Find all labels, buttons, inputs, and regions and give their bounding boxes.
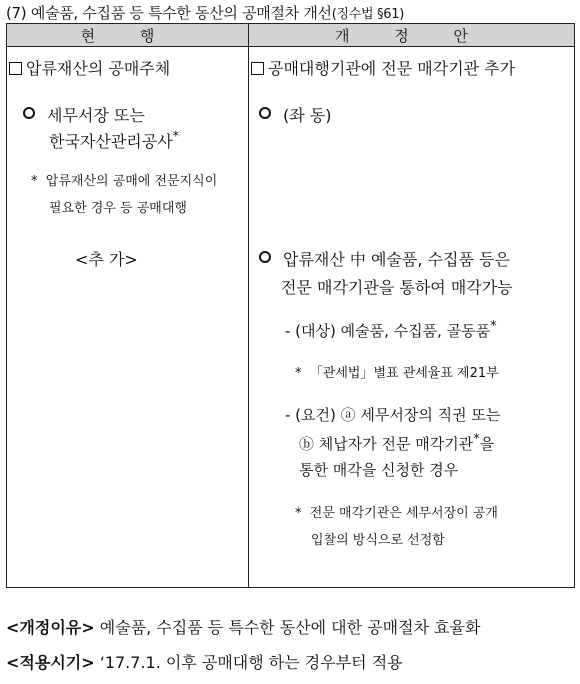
revised-target-note: * 「관세법」별표 관세율표 제21부 <box>295 366 499 381</box>
current-heading: 압류재산의 공매주체 <box>9 56 170 79</box>
revised-item-2: 압류재산 中 예술품, 수집품 등은 <box>259 247 510 270</box>
revised-item-2-cont: 전문 매각기관을 통하여 매각가능 <box>281 278 513 297</box>
current-column <box>7 47 249 588</box>
revised-requirement-cont-2: 통한 매각을 신청한 경우 <box>299 461 459 479</box>
revised-requirement-cont: ⓑ 체납자가 전문 매각기관*을 <box>299 432 495 453</box>
effective-line <box>6 650 403 673</box>
revised-requirement-note-cont: 입찰의 방식으로 선정함 <box>311 533 445 548</box>
current-item-1: 세무서장 또는 <box>23 103 145 126</box>
revised-heading: 공매대행기관에 전문 매각기관 추가 <box>251 56 515 79</box>
header-current: 현 행 <box>7 24 249 47</box>
comparison-table <box>6 23 575 588</box>
effective-label: <적용시기> <box>6 653 95 672</box>
bullet-circle-icon <box>259 107 271 119</box>
header-revised: 개 정 안 <box>249 24 575 47</box>
title-main: (7) 예술품, 수집품 등 특수한 동산의 공매절차 개선 <box>6 4 332 22</box>
current-item-1-cont: 한국자산관리공사* <box>49 129 180 151</box>
bullet-circle-icon <box>259 251 271 263</box>
revised-requirement: - (요건) ⓐ 세무서장의 직권 또는 <box>285 406 501 424</box>
effective-text: ‘17.7.1. 이후 공매대행 하는 경우부터 적용 <box>99 653 403 672</box>
revised-target: - (대상) 예술품, 수집품, 골동품* <box>285 319 497 340</box>
revised-requirement-note: * 전문 매각기관은 세무서장이 공개 <box>295 506 498 521</box>
title-law-reference: (징수법 §61) <box>331 7 405 22</box>
bullet-circle-icon <box>23 107 35 119</box>
checkbox-square-icon <box>9 62 22 75</box>
document-title <box>6 2 404 23</box>
added-placeholder: <추 가> <box>75 250 138 269</box>
revised-item-1: (좌 동) <box>259 103 331 126</box>
revised-column <box>249 47 575 588</box>
reason-line <box>6 615 480 638</box>
reason-text: 예술품, 수집품 등 특수한 동산에 대한 공매절차 효율화 <box>99 618 481 637</box>
checkbox-square-icon <box>251 62 264 75</box>
reason-label: <개정이유> <box>6 618 95 637</box>
current-note: * 압류재산의 공매에 전문지식이 <box>31 174 218 189</box>
current-note-cont: 필요한 경우 등 공매대행 <box>49 201 187 216</box>
